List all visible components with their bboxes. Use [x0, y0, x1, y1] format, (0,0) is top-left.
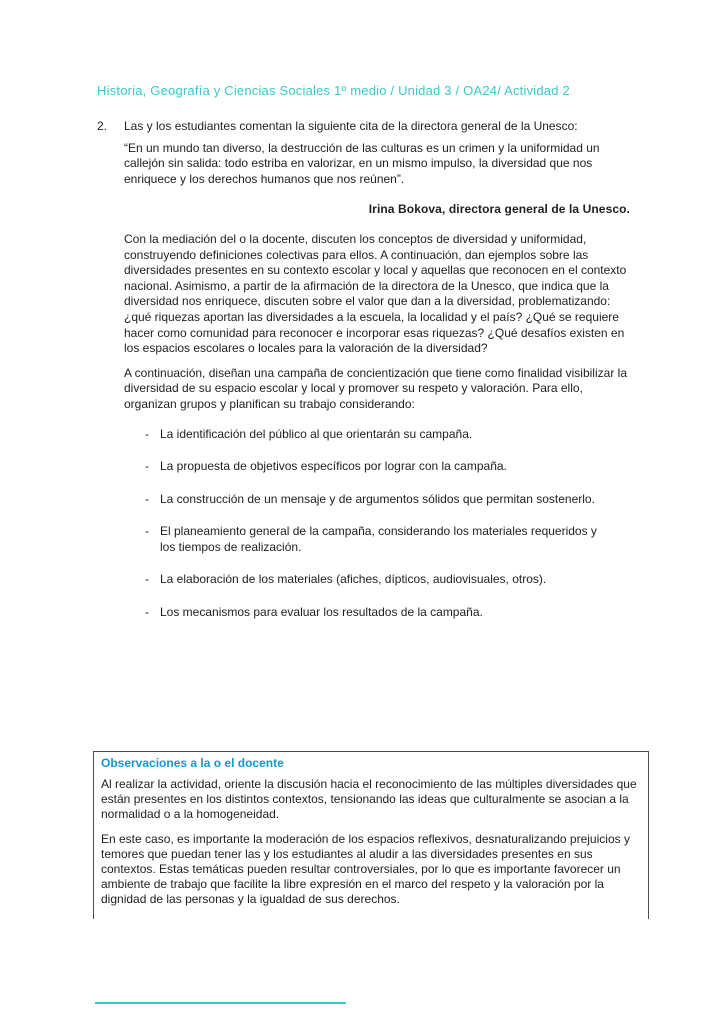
paragraph-campaign: A continuación, diseñan una campaña de concientización que tiene como finalidad visibilizar la diversidad de su espacio escolar y local y promover su respeto y valoración. Para ello, organizan grupos y planifican su trabajo considerando:	[124, 365, 627, 411]
activity-item-2	[97, 119, 720, 638]
list-item	[145, 492, 630, 508]
list-item	[145, 459, 630, 475]
quote-attribution: Irina Bokova, directora general de la Unesco.	[368, 202, 630, 217]
list-item	[145, 524, 630, 555]
observations-paragraph-1: Al realizar la actividad, oriente la discusión hacia el reconocimiento de las múltiples diversidades que están presentes en los distintos contextos, tensionando las ideas que culturalmente se asocian a la normalidad o a la homogeneidad.	[101, 777, 637, 821]
list-item	[145, 427, 630, 443]
bullet-dash: -	[145, 524, 149, 539]
activity-number: 2.	[97, 119, 108, 133]
list-item	[145, 605, 630, 621]
observations-paragraph-2: En este caso, es importante la moderación de los espacios reflexivos, desnaturalizando prejuicios y temores que puedan tener las y los estudiantes al aludir a las diversidades presentes en sus contextos. Estas temáticas pueden resultar controversiales, por lo que es importante favorecer un ambiente de trabajo que facilite la libre expresión en el marco del respeto y la valoración por la dignidad de las personas y la igualdad de sus derechos.	[101, 832, 630, 906]
bullet-dash: -	[145, 426, 149, 441]
list-item-text: La propuesta de objetivos específicos por lograr con la campaña.	[160, 459, 507, 474]
bullet-dash: -	[145, 491, 149, 506]
next-box-cut-border	[95, 1002, 346, 1004]
bullet-dash: -	[145, 459, 149, 474]
document-title: Historia, Geografía y Ciencias Sociales 1º medio / Unidad 3 / OA24/ Actividad 2	[97, 83, 570, 98]
bullet-list	[124, 427, 630, 621]
list-item-text: La identificación del público al que orientarán su campaña.	[160, 426, 473, 441]
bullet-dash: -	[145, 605, 149, 620]
activity-intro: Las y los estudiantes comentan la siguiente cita de la directora general de la Unesco:	[124, 119, 578, 133]
observations-title: Observaciones a la o el docente	[101, 756, 284, 770]
list-item-text: La elaboración de los materiales (afiches, dípticos, audiovisuales, otros).	[160, 572, 547, 587]
teacher-observations-box	[93, 751, 649, 919]
list-item-text: Los mecanismos para evaluar los resultados de la campaña.	[160, 605, 483, 620]
bullet-dash: -	[145, 572, 149, 587]
list-item-text: La construcción de un mensaje y de argumentos sólidos que permitan sostenerlo.	[160, 491, 595, 506]
unesco-quote: “En un mundo tan diverso, la destrucción de las culturas es un crimen y la uniformidad un callejón sin salida: todo estriba en valorizar, en un mismo impulso, la diversidad que nos enriquece y los derechos humanos que nos reúnen”.	[124, 140, 600, 186]
activity-body	[124, 119, 630, 638]
list-item	[145, 572, 630, 588]
list-item-text: El planeamiento general de la campaña, considerando los materiales requeridos y los tiempos de realización.	[160, 524, 597, 554]
paragraph-discussion: Con la mediación del o la docente, discuten los conceptos de diversidad y uniformidad, construyendo definiciones colectivas para ellos. A continuación, dan ejemplos sobre las diversidades presentes en su contexto escolar y local y aquellas que reconocen en el contexto nacional. Asimismo, a partir de la afirmación de la directora de la Unesco, que indica que la diversidad nos enriquece, discuten sobre el valor que dan a la diversidad, problematizando: ¿qué riquezas aportan las diversidades a la escuela, la localidad y el país? ¿Qué se requiere hacer como comunidad para reconocer e incorporar esas riquezas? ¿Qué desafíos existen en los espacios escolares o locales para la valoración de la diversidad?	[124, 231, 627, 356]
